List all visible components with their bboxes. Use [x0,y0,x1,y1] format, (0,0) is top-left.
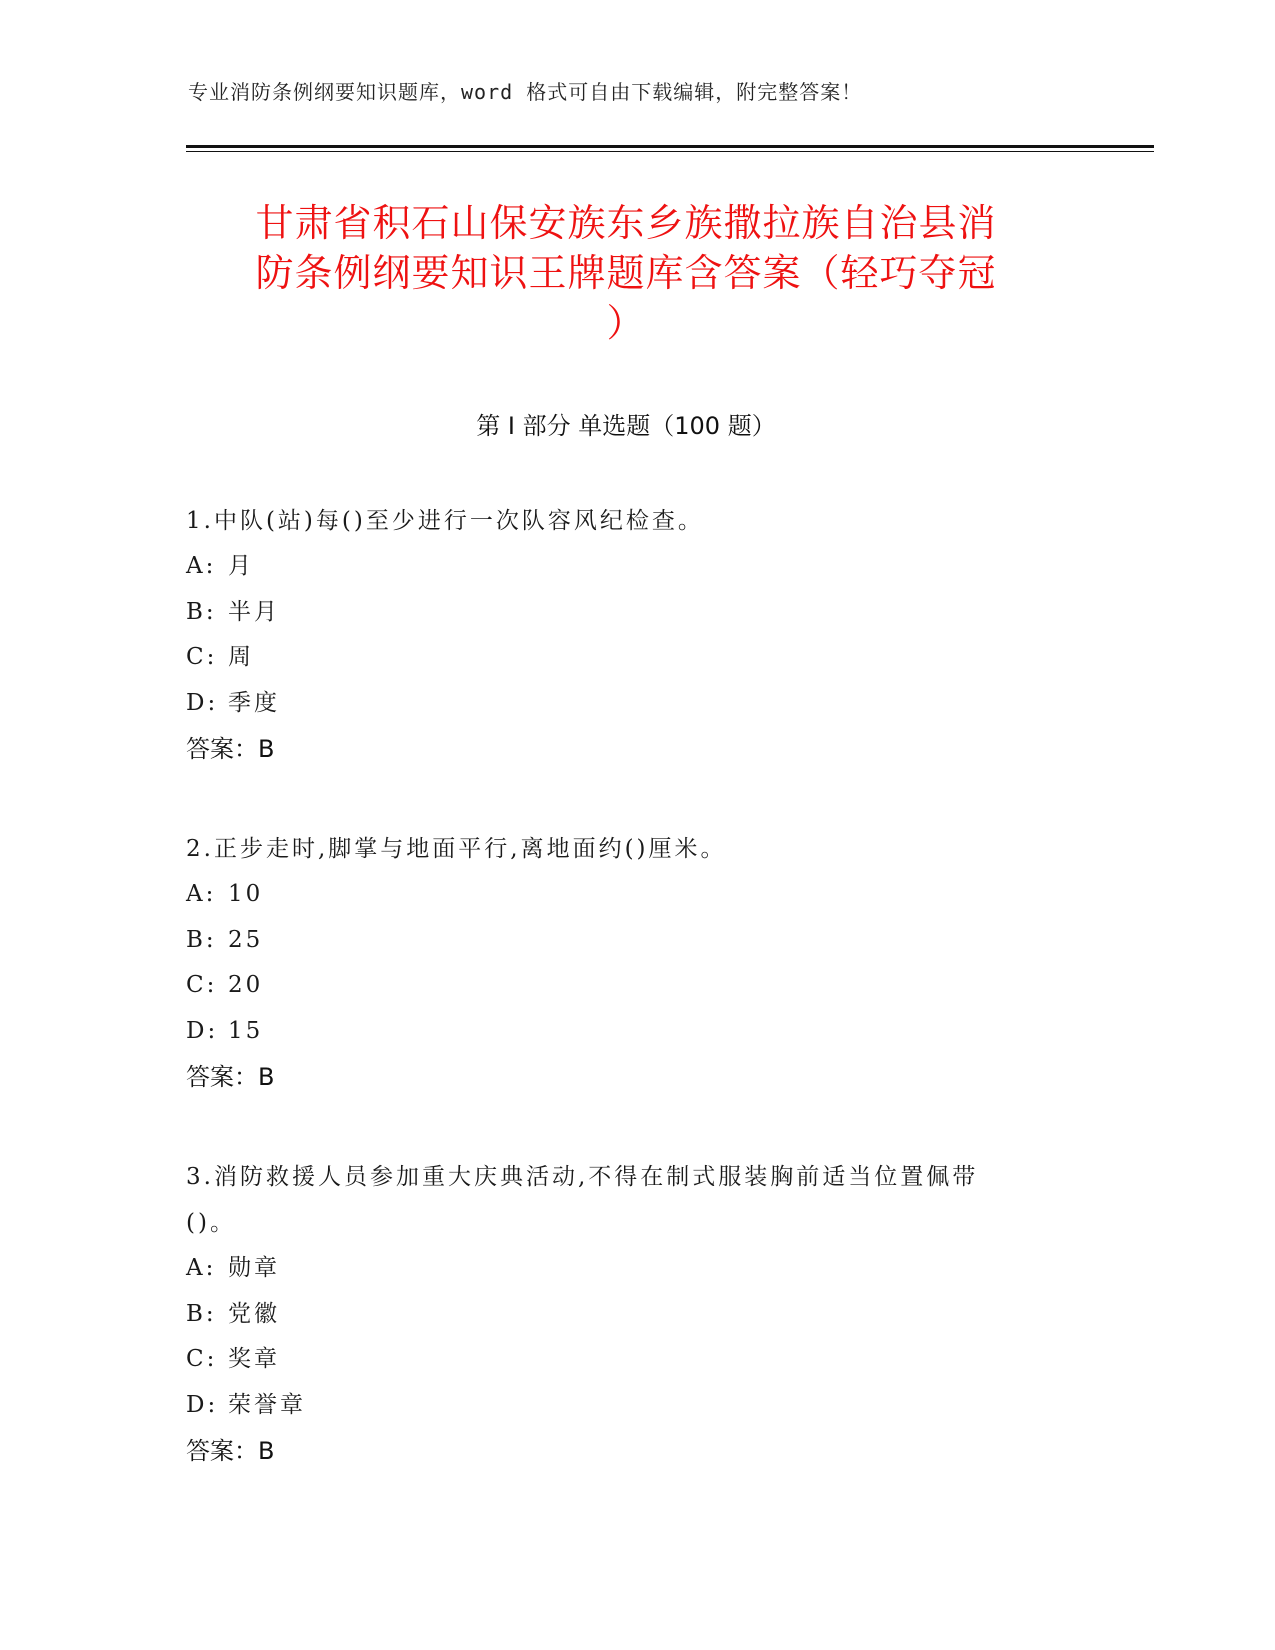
option-key: C: [186,644,218,670]
option-text: 周 [228,644,254,670]
option-c [186,1337,1086,1383]
option-text: 勋章 [228,1255,280,1281]
option-key: A: [186,553,217,579]
question-1 [186,498,1086,772]
document-title [186,198,1066,348]
option-a [186,872,1086,918]
document-title-line-1: 甘肃省积石山保安族东乡族撒拉族自治县消 [255,201,997,245]
header-divider-thin [186,151,1154,152]
option-d [186,681,1086,727]
answer-line [186,1054,1086,1100]
header-divider-thick [186,145,1154,148]
option-c [186,963,1086,1009]
answer-line [186,1428,1086,1474]
option-key: B: [186,926,217,953]
option-text: 党徽 [228,1300,280,1327]
answer-value: B [258,735,275,763]
question-stem: 2.正步走时,脚掌与地面平行,离地面约()厘米。 [186,836,727,862]
answer-label: 答案： [186,735,258,763]
option-text: 月 [228,553,254,579]
question-stem-continued: ()。 [186,1210,236,1236]
answer-label: 答案： [186,1437,258,1465]
option-key: B: [186,598,217,625]
option-text: 15 [228,1017,264,1044]
option-key: D: [186,1017,219,1044]
document-title-line-2: 防条例纲要知识王牌题库含答案（轻巧夺冠 [255,251,997,295]
option-key: C: [186,972,218,998]
question-stem: 1.中队(站)每()至少进行一次队容风纪检查。 [186,508,704,534]
option-key: A: [186,881,217,907]
option-key: B: [186,1300,217,1327]
option-text: 季度 [228,689,280,716]
option-key: C: [186,1346,218,1372]
option-a [186,1246,1086,1292]
question-list [186,498,1086,1528]
option-b [186,918,1086,964]
option-text: 奖章 [228,1346,280,1372]
option-d [186,1383,1086,1429]
answer-label: 答案： [186,1063,258,1091]
option-c [186,635,1086,681]
option-text: 25 [228,926,264,953]
question-2 [186,826,1086,1100]
answer-value: B [258,1063,275,1091]
header-note: 专业消防条例纲要知识题库，word 格式可自由下载编辑，附完整答案！ [188,80,863,104]
question-3 [186,1154,1086,1474]
question-stem: 3.消防救援人员参加重大庆典活动,不得在制式服装胸前适当位置佩带 [186,1164,979,1190]
answer-line [186,726,1086,772]
document-title-line-3: ） [606,301,646,345]
answer-value: B [258,1437,275,1465]
option-key: D: [186,689,219,716]
section-heading: 第 I 部分 单选题（100 题） [476,412,776,440]
option-key: D: [186,1391,219,1418]
option-a [186,544,1086,590]
option-text: 10 [228,881,264,907]
option-d [186,1009,1086,1055]
option-text: 20 [228,972,264,998]
option-key: A: [186,1255,217,1281]
option-b [186,1292,1086,1338]
option-text: 半月 [228,598,280,625]
option-b [186,590,1086,636]
option-text: 荣誉章 [228,1391,306,1418]
